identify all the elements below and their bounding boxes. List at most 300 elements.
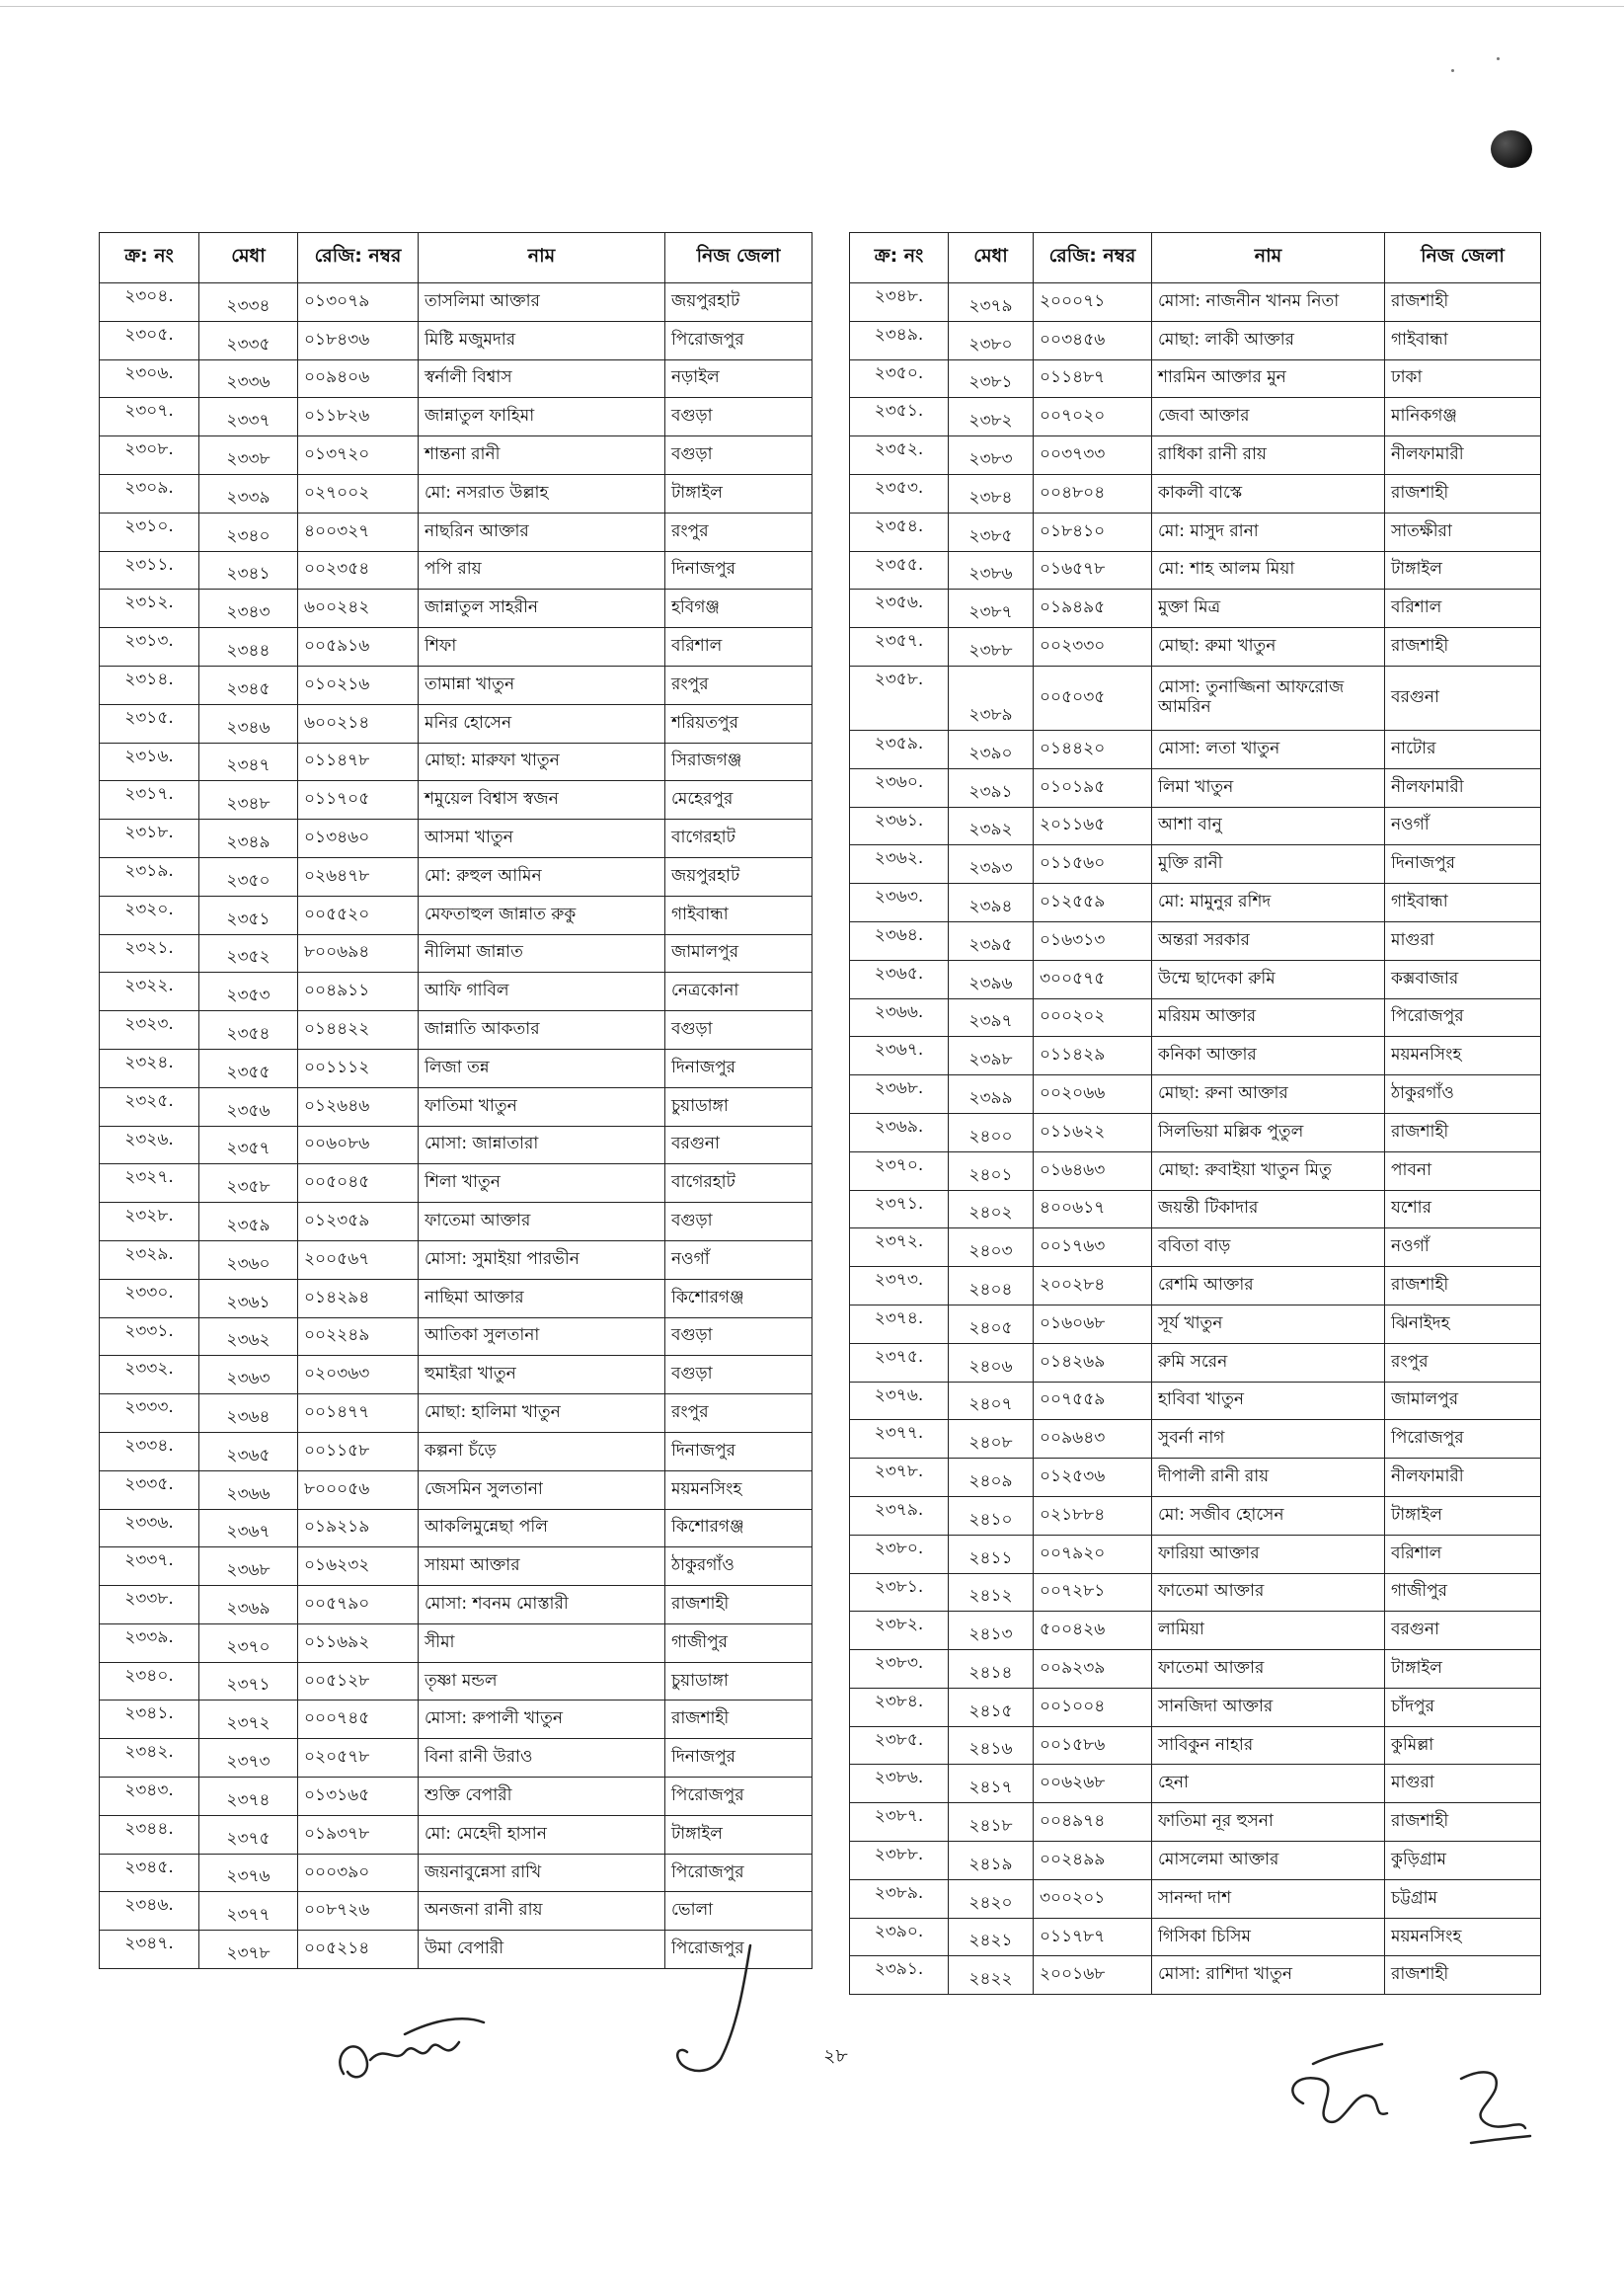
merit-cell: ২৩৭৯ bbox=[949, 283, 1034, 322]
table-row bbox=[100, 820, 812, 858]
reg-number-cell: ০০১১১২ bbox=[298, 1049, 419, 1087]
reg-number-cell: ০০১৭৬৩ bbox=[1034, 1228, 1152, 1267]
district-cell: রংপুর bbox=[665, 666, 812, 704]
table-row bbox=[850, 807, 1541, 845]
merit-cell: ২৪২১ bbox=[949, 1918, 1034, 1956]
merit-cell: ২৩৯৯ bbox=[949, 1075, 1034, 1114]
serial-cell: ২৩৬৬. bbox=[850, 998, 949, 1037]
district-cell: নীলফামারী bbox=[1385, 768, 1541, 807]
name-cell: আশা বানু bbox=[1152, 807, 1385, 845]
reg-number-cell: ০১১৮২৬ bbox=[298, 398, 419, 436]
district-cell: দিনাজপুর bbox=[1385, 845, 1541, 884]
merit-cell: ২৩৬৫ bbox=[199, 1432, 298, 1470]
reg-number-cell: ০০৬২৬৮ bbox=[1034, 1765, 1152, 1803]
reg-number-cell: ০১৪২৯৪ bbox=[298, 1279, 419, 1317]
merit-cell: ২৩৫৬ bbox=[199, 1087, 298, 1126]
table-row bbox=[100, 743, 812, 781]
name-cell: মো: মামুনুর রশিদ bbox=[1152, 884, 1385, 922]
reg-number-cell: ০০৮৭২৬ bbox=[298, 1892, 419, 1931]
serial-cell: ২৩২৬. bbox=[100, 1126, 199, 1164]
serial-cell: ২৩৪৯. bbox=[850, 321, 949, 359]
table-row bbox=[100, 1509, 812, 1547]
reg-number-cell: ০০৪৮০৪ bbox=[1034, 474, 1152, 513]
reg-number-cell: ০০১০০৪ bbox=[1034, 1688, 1152, 1726]
name-cell: মো: রুহুল আমিন bbox=[419, 857, 665, 896]
serial-cell: ২৩১৬. bbox=[100, 743, 199, 781]
district-cell: বরগুনা bbox=[1385, 666, 1541, 730]
table-row bbox=[850, 1267, 1541, 1305]
table-row bbox=[850, 1151, 1541, 1190]
merit-cell: ২৩৫২ bbox=[199, 934, 298, 973]
serial-cell: ২৩০৮. bbox=[100, 436, 199, 475]
merit-cell: ২৩৪৭ bbox=[199, 743, 298, 781]
table-row bbox=[850, 998, 1541, 1037]
reg-number-cell: ০১২৬৪৬ bbox=[298, 1087, 419, 1126]
serial-cell: ২৩৫৬. bbox=[850, 590, 949, 628]
district-cell: ঢাকা bbox=[1385, 359, 1541, 398]
table-row bbox=[100, 781, 812, 820]
table-row bbox=[100, 666, 812, 704]
table-row bbox=[100, 1394, 812, 1433]
serial-cell: ২৩৭০. bbox=[850, 1151, 949, 1190]
district-cell: নড়াইল bbox=[665, 359, 812, 398]
merit-cell: ২৩৩৯ bbox=[199, 474, 298, 513]
serial-cell: ২৩৫৪. bbox=[850, 513, 949, 551]
table-row bbox=[100, 973, 812, 1011]
name-cell: উমা বেপারী bbox=[419, 1931, 665, 1969]
col-header-merit: মেধা bbox=[199, 233, 298, 283]
serial-cell: ২৩৮১. bbox=[850, 1573, 949, 1612]
table-row bbox=[850, 1918, 1541, 1956]
name-cell: অনজনা রানী রায় bbox=[419, 1892, 665, 1931]
reg-number-cell: ০১২৫৩৬ bbox=[1034, 1459, 1152, 1497]
name-cell: মেফতাহুল জান্নাত রুকু bbox=[419, 896, 665, 934]
serial-cell: ২৩৮০. bbox=[850, 1535, 949, 1573]
district-cell: মাগুরা bbox=[1385, 921, 1541, 960]
district-cell: ঠাকুরগাঁও bbox=[1385, 1075, 1541, 1114]
reg-number-cell: ০১৯৪৯৫ bbox=[1034, 590, 1152, 628]
merit-cell: ২৩৫৩ bbox=[199, 973, 298, 1011]
district-cell: পিরোজপুর bbox=[665, 1854, 812, 1892]
name-cell: নাছিমা আক্তার bbox=[419, 1279, 665, 1317]
merit-cell: ২৩৭৫ bbox=[199, 1815, 298, 1854]
table-row bbox=[100, 1739, 812, 1778]
district-cell: নওগাঁ bbox=[1385, 1228, 1541, 1267]
serial-cell: ২৩১৫. bbox=[100, 704, 199, 743]
reg-number-cell: ২০০২৮৪ bbox=[1034, 1267, 1152, 1305]
merit-cell: ২৩৯৭ bbox=[949, 998, 1034, 1037]
serial-cell: ২৩৭৪. bbox=[850, 1305, 949, 1343]
serial-cell: ২৩৭৩. bbox=[850, 1267, 949, 1305]
serial-cell: ২৩৪১. bbox=[100, 1701, 199, 1739]
merit-cell: ২৩৭৭ bbox=[199, 1892, 298, 1931]
reg-number-cell: ০০৭৫৫৯ bbox=[1034, 1382, 1152, 1420]
name-cell: শমুয়েল বিশ্বাস স্বজন bbox=[419, 781, 665, 820]
serial-cell: ২৩৬৮. bbox=[850, 1075, 949, 1114]
table-row bbox=[850, 359, 1541, 398]
col-header-district: নিজ জেলা bbox=[1385, 233, 1541, 283]
serial-cell: ২৩৫৩. bbox=[850, 474, 949, 513]
table-row bbox=[850, 398, 1541, 436]
table-row bbox=[850, 590, 1541, 628]
district-cell: বগুড়া bbox=[665, 1317, 812, 1356]
scan-speck bbox=[1497, 57, 1500, 60]
district-cell: গাজীপুর bbox=[665, 1623, 812, 1662]
serial-cell: ২৩৫৭. bbox=[850, 628, 949, 667]
col-header-merit: মেধা bbox=[949, 233, 1034, 283]
merit-cell: ২৩৪১ bbox=[199, 551, 298, 590]
merit-cell: ২৩৮২ bbox=[949, 398, 1034, 436]
merit-cell: ২৩৪৩ bbox=[199, 590, 298, 628]
district-cell: নাটোর bbox=[1385, 730, 1541, 768]
reg-number-cell: ০০৪৯৭৪ bbox=[1034, 1803, 1152, 1842]
table-row bbox=[100, 1892, 812, 1931]
name-cell: শান্তনা রানী bbox=[419, 436, 665, 475]
name-cell: হুমাইরা খাতুন bbox=[419, 1356, 665, 1394]
name-cell: তামান্না খাতুন bbox=[419, 666, 665, 704]
merit-cell: ২৩৬৪ bbox=[199, 1394, 298, 1433]
reg-number-cell: ০১৬২৩২ bbox=[298, 1547, 419, 1586]
serial-cell: ২৩৫২. bbox=[850, 436, 949, 475]
reg-number-cell: ৩০০৫৭৫ bbox=[1034, 960, 1152, 998]
serial-cell: ২৩৯০. bbox=[850, 1918, 949, 1956]
reg-number-cell: ২০০৫৬৭ bbox=[298, 1240, 419, 1279]
serial-cell: ২৩৭৮. bbox=[850, 1459, 949, 1497]
reg-number-cell: ০০৬০৮৬ bbox=[298, 1126, 419, 1164]
name-cell: মরিয়ম আক্তার bbox=[1152, 998, 1385, 1037]
merit-cell: ২৩৭৩ bbox=[199, 1739, 298, 1778]
table-row bbox=[850, 1190, 1541, 1228]
table-row bbox=[100, 1815, 812, 1854]
district-cell: টাঙ্গাইল bbox=[665, 1815, 812, 1854]
district-cell: নেত্রকোনা bbox=[665, 973, 812, 1011]
reg-number-cell: ০০৫২১৪ bbox=[298, 1931, 419, 1969]
table-row bbox=[100, 1854, 812, 1892]
name-cell: জয়নাবুন্নেসা রাখি bbox=[419, 1854, 665, 1892]
merit-cell: ২৩৭১ bbox=[199, 1662, 298, 1701]
reg-number-cell: ০২০৩৬৩ bbox=[298, 1356, 419, 1394]
district-cell: টাঙ্গাইল bbox=[1385, 551, 1541, 590]
reg-number-cell: ০১৩০৭৯ bbox=[298, 283, 419, 322]
merit-cell: ২৩৬৩ bbox=[199, 1356, 298, 1394]
serial-cell: ২৩৫৮. bbox=[850, 666, 949, 730]
merit-cell: ২৩৮০ bbox=[949, 321, 1034, 359]
merit-cell: ২৩৬২ bbox=[199, 1317, 298, 1356]
district-cell: পিরোজপুর bbox=[665, 1931, 812, 1969]
merit-cell: ২৩৩৪ bbox=[199, 283, 298, 322]
reg-number-cell: ০০৭২৮১ bbox=[1034, 1573, 1152, 1612]
table-row bbox=[100, 934, 812, 973]
table-row bbox=[100, 1279, 812, 1317]
serial-cell: ২৩৮৩. bbox=[850, 1650, 949, 1689]
name-cell: শারমিন আক্তার মুন bbox=[1152, 359, 1385, 398]
table-header-row bbox=[850, 233, 1541, 283]
reg-number-cell: ০০৯২৩৯ bbox=[1034, 1650, 1152, 1689]
reg-number-cell: ০০৩৪৫৬ bbox=[1034, 321, 1152, 359]
serial-cell: ২৩২৮. bbox=[100, 1203, 199, 1241]
name-cell: পপি রায় bbox=[419, 551, 665, 590]
merit-cell: ২৩৮১ bbox=[949, 359, 1034, 398]
serial-cell: ২৩৩৮. bbox=[100, 1586, 199, 1624]
merit-cell: ২৪০৮ bbox=[949, 1420, 1034, 1459]
reg-number-cell: ০১৩৭২০ bbox=[298, 436, 419, 475]
table-row bbox=[100, 1317, 812, 1356]
name-cell: মোছা: রুনা আক্তার bbox=[1152, 1075, 1385, 1114]
table-row bbox=[100, 857, 812, 896]
name-cell: মোছা: মারুফা খাতুন bbox=[419, 743, 665, 781]
table-row bbox=[850, 1688, 1541, 1726]
district-cell: মেহেরপুর bbox=[665, 781, 812, 820]
name-cell: অন্তরা সরকার bbox=[1152, 921, 1385, 960]
district-cell: চাঁদপুর bbox=[1385, 1688, 1541, 1726]
merit-cell: ২৪১৭ bbox=[949, 1765, 1034, 1803]
serial-cell: ২৩০৫. bbox=[100, 321, 199, 359]
table-row bbox=[100, 590, 812, 628]
district-cell: জামালপুর bbox=[1385, 1382, 1541, 1420]
merit-cell: ২৩৮৫ bbox=[949, 513, 1034, 551]
name-cell: স্বর্নালী বিশ্বাস bbox=[419, 359, 665, 398]
col-header-reg: রেজি: নম্বর bbox=[298, 233, 419, 283]
district-cell: রংপুর bbox=[1385, 1343, 1541, 1382]
name-cell: মুক্তি রানী bbox=[1152, 845, 1385, 884]
name-cell: জান্নাতি আকতার bbox=[419, 1011, 665, 1050]
signature-4 bbox=[1441, 2049, 1550, 2158]
district-cell: দিনাজপুর bbox=[665, 1739, 812, 1778]
merit-cell: ২৪১৪ bbox=[949, 1650, 1034, 1689]
district-cell: রাজশাহী bbox=[1385, 1113, 1541, 1151]
reg-number-cell: ২০০০৭১ bbox=[1034, 283, 1152, 322]
table-row bbox=[100, 321, 812, 359]
reg-number-cell: ০১৮৪১০ bbox=[1034, 513, 1152, 551]
district-cell: দিনাজপুর bbox=[665, 1432, 812, 1470]
table-row bbox=[100, 1586, 812, 1624]
reg-number-cell: ২০১১৬৫ bbox=[1034, 807, 1152, 845]
reg-number-cell: ০১২৩৫৯ bbox=[298, 1203, 419, 1241]
name-cell: মোসা: লতা খাতুন bbox=[1152, 730, 1385, 768]
name-cell: আতিকা সুলতানা bbox=[419, 1317, 665, 1356]
reg-number-cell: ০০৭৯২০ bbox=[1034, 1535, 1152, 1573]
merit-cell: ২৪২০ bbox=[949, 1879, 1034, 1918]
merit-cell: ২৩৬০ bbox=[199, 1240, 298, 1279]
table-row bbox=[100, 704, 812, 743]
merit-cell: ২৪১১ bbox=[949, 1535, 1034, 1573]
name-cell: ফাতিমা খাতুন bbox=[419, 1087, 665, 1126]
table-row bbox=[850, 845, 1541, 884]
table-row bbox=[850, 1459, 1541, 1497]
reg-number-cell: ০০৯৬৪৩ bbox=[1034, 1420, 1152, 1459]
name-cell: মোসা: শবনম মোস্তারী bbox=[419, 1586, 665, 1624]
district-cell: বগুড়া bbox=[665, 436, 812, 475]
merit-cell: ২৪১৫ bbox=[949, 1688, 1034, 1726]
name-cell: সিলভিয়া মল্লিক পুতুল bbox=[1152, 1113, 1385, 1151]
serial-cell: ২৩২৯. bbox=[100, 1240, 199, 1279]
reg-number-cell: ০১৩১৬৫ bbox=[298, 1778, 419, 1816]
serial-cell: ২৩৪২. bbox=[100, 1739, 199, 1778]
name-cell: মোছা: রুবাইয়া খাতুন মিতু bbox=[1152, 1151, 1385, 1190]
merit-cell: ২৪১৬ bbox=[949, 1726, 1034, 1765]
district-cell: চুয়াডাঙ্গা bbox=[665, 1087, 812, 1126]
serial-cell: ২৩৪৪. bbox=[100, 1815, 199, 1854]
table-row bbox=[850, 551, 1541, 590]
reg-number-cell: ০০৫০৪৫ bbox=[298, 1164, 419, 1203]
table-row bbox=[100, 513, 812, 551]
reg-number-cell: ০০১১৫৮ bbox=[298, 1432, 419, 1470]
name-cell: আকলিমুন্নেছা পলি bbox=[419, 1509, 665, 1547]
name-cell: সাবিকুন নাহার bbox=[1152, 1726, 1385, 1765]
reg-number-cell: ০০৩৭৩৩ bbox=[1034, 436, 1152, 475]
district-cell: মানিকগঞ্জ bbox=[1385, 398, 1541, 436]
reg-number-cell: ০০২২৪৯ bbox=[298, 1317, 419, 1356]
merit-cell: ২৩৫০ bbox=[199, 857, 298, 896]
name-cell: মনির হোসেন bbox=[419, 704, 665, 743]
reg-number-cell: ০১১৫৬০ bbox=[1034, 845, 1152, 884]
reg-number-cell: ০০৪৯১১ bbox=[298, 973, 419, 1011]
serial-cell: ২৩৮৪. bbox=[850, 1688, 949, 1726]
reg-number-cell: ০১৯২১৯ bbox=[298, 1509, 419, 1547]
merit-cell: ২৩৮৩ bbox=[949, 436, 1034, 475]
table-row bbox=[850, 666, 1541, 730]
table-row bbox=[100, 1087, 812, 1126]
name-cell: মো: নসরাত উল্লাহ bbox=[419, 474, 665, 513]
name-cell: সানজিদা আক্তার bbox=[1152, 1688, 1385, 1726]
serial-cell: ২৩৩১. bbox=[100, 1317, 199, 1356]
merit-cell: ২৩৮৬ bbox=[949, 551, 1034, 590]
merit-cell: ২৩৬৭ bbox=[199, 1509, 298, 1547]
reg-number-cell: ০১১৬২২ bbox=[1034, 1113, 1152, 1151]
table-row bbox=[850, 283, 1541, 322]
district-cell: বরগুনা bbox=[1385, 1612, 1541, 1650]
district-cell: নীলফামারী bbox=[1385, 1459, 1541, 1497]
reg-number-cell: ০১৪৪২২ bbox=[298, 1011, 419, 1050]
merit-cell: ২৪১২ bbox=[949, 1573, 1034, 1612]
serial-cell: ২৩০৯. bbox=[100, 474, 199, 513]
reg-number-cell: ০১৯৩৭৮ bbox=[298, 1815, 419, 1854]
reg-number-cell: ০০০৩৯০ bbox=[298, 1854, 419, 1892]
name-cell: ববিতা বাড় bbox=[1152, 1228, 1385, 1267]
serial-cell: ২৩৬৩. bbox=[850, 884, 949, 922]
table-row bbox=[850, 1343, 1541, 1382]
name-cell: জান্নাতুল সাহরীন bbox=[419, 590, 665, 628]
col-header-district: নিজ জেলা bbox=[665, 233, 812, 283]
name-cell: কাকলী বাস্কে bbox=[1152, 474, 1385, 513]
district-cell: নীলফামারী bbox=[1385, 436, 1541, 475]
scan-top-edge bbox=[0, 0, 1624, 7]
reg-number-cell: ৫০০৪২৬ bbox=[1034, 1612, 1152, 1650]
merit-cell: ২৪০২ bbox=[949, 1190, 1034, 1228]
district-cell: পাবনা bbox=[1385, 1151, 1541, 1190]
table-row bbox=[100, 1623, 812, 1662]
name-cell: আফি গাবিল bbox=[419, 973, 665, 1011]
merit-cell: ২৪০৬ bbox=[949, 1343, 1034, 1382]
name-cell: মোসা: রাশিদা খাতুন bbox=[1152, 1956, 1385, 1995]
reg-number-cell: ০০৫৯১৬ bbox=[298, 628, 419, 667]
merit-cell: ২৩৩৬ bbox=[199, 359, 298, 398]
reg-number-cell: ০০৯৪০৬ bbox=[298, 359, 419, 398]
table-row bbox=[850, 1305, 1541, 1343]
table-row bbox=[100, 1470, 812, 1509]
table-row bbox=[850, 1113, 1541, 1151]
reg-number-cell: ০০১৪৭৭ bbox=[298, 1394, 419, 1433]
serial-cell: ২৩৩৪. bbox=[100, 1432, 199, 1470]
reg-number-cell: ০১৬৫৭৮ bbox=[1034, 551, 1152, 590]
merit-cell: ২৩৪৮ bbox=[199, 781, 298, 820]
serial-cell: ২৩৮৮. bbox=[850, 1842, 949, 1880]
reg-number-cell: ০০৫৭৯০ bbox=[298, 1586, 419, 1624]
table-row bbox=[100, 1432, 812, 1470]
merit-cell: ২৩৯৪ bbox=[949, 884, 1034, 922]
table-row bbox=[850, 1382, 1541, 1420]
merit-cell: ২৩৭৬ bbox=[199, 1854, 298, 1892]
table-row bbox=[850, 1075, 1541, 1114]
district-cell: বরিশাল bbox=[665, 628, 812, 667]
col-header-name: নাম bbox=[1152, 233, 1385, 283]
table-row bbox=[100, 1164, 812, 1203]
merit-cell: ২৩৫৪ bbox=[199, 1011, 298, 1050]
table-row bbox=[850, 768, 1541, 807]
district-cell: পিরোজপুর bbox=[665, 321, 812, 359]
merit-cell: ২৩৩৫ bbox=[199, 321, 298, 359]
merit-cell: ২৪০৩ bbox=[949, 1228, 1034, 1267]
district-cell: পিরোজপুর bbox=[665, 1778, 812, 1816]
name-cell: মো: সজীব হোসেন bbox=[1152, 1496, 1385, 1535]
merit-cell: ২৩৯৮ bbox=[949, 1037, 1034, 1075]
table-row bbox=[850, 1726, 1541, 1765]
serial-cell: ২৩৬২. bbox=[850, 845, 949, 884]
name-cell: ফাতেমা আক্তার bbox=[419, 1203, 665, 1241]
name-cell: মোসলেমা আক্তার bbox=[1152, 1842, 1385, 1880]
name-cell: শিলা খাতুন bbox=[419, 1164, 665, 1203]
reg-number-cell: ০০২০৬৬ bbox=[1034, 1075, 1152, 1114]
table-row bbox=[100, 1126, 812, 1164]
table-row bbox=[850, 1842, 1541, 1880]
name-cell: জেবা আক্তার bbox=[1152, 398, 1385, 436]
reg-number-cell: ০১৪৪২০ bbox=[1034, 730, 1152, 768]
table-row bbox=[850, 1228, 1541, 1267]
district-cell: সাতক্ষীরা bbox=[1385, 513, 1541, 551]
serial-cell: ২৩৫৯. bbox=[850, 730, 949, 768]
name-cell: হাবিবা খাতুন bbox=[1152, 1382, 1385, 1420]
table-row bbox=[850, 1573, 1541, 1612]
reg-number-cell: ৬০০২৪২ bbox=[298, 590, 419, 628]
name-cell: কল্পনা চঁড়ে bbox=[419, 1432, 665, 1470]
col-header-reg: রেজি: নম্বর bbox=[1034, 233, 1152, 283]
reg-number-cell: ০০২৩৩০ bbox=[1034, 628, 1152, 667]
reg-number-cell: ০১১৪৭৮ bbox=[298, 743, 419, 781]
reg-number-cell: ০১০২১৬ bbox=[298, 666, 419, 704]
serial-cell: ২৩০৬. bbox=[100, 359, 199, 398]
serial-cell: ২৩৪৬. bbox=[100, 1892, 199, 1931]
district-cell: রংপুর bbox=[665, 513, 812, 551]
district-cell: শরিয়তপুর bbox=[665, 704, 812, 743]
serial-cell: ২৩৬৭. bbox=[850, 1037, 949, 1075]
name-cell: আসমা খাতুন bbox=[419, 820, 665, 858]
name-cell: ফাতেমা আক্তার bbox=[1152, 1573, 1385, 1612]
merit-cell: ২৪১৯ bbox=[949, 1842, 1034, 1880]
serial-cell: ২৩০৪. bbox=[100, 283, 199, 322]
name-cell: মোছা: হালিমা খাতুন bbox=[419, 1394, 665, 1433]
reg-number-cell: ৪০০৩২৭ bbox=[298, 513, 419, 551]
serial-cell: ২৩৩২. bbox=[100, 1356, 199, 1394]
serial-cell: ২৩৭১. bbox=[850, 1190, 949, 1228]
district-cell: কুড়িগ্রাম bbox=[1385, 1842, 1541, 1880]
table-row bbox=[850, 1496, 1541, 1535]
name-cell: বিনা রানী উরাও bbox=[419, 1739, 665, 1778]
reg-number-cell: ০০৭০২০ bbox=[1034, 398, 1152, 436]
district-cell: বাগেরহাট bbox=[665, 1164, 812, 1203]
district-cell: জামালপুর bbox=[665, 934, 812, 973]
table-row bbox=[850, 1535, 1541, 1573]
serial-cell: ২৩৭৯. bbox=[850, 1496, 949, 1535]
